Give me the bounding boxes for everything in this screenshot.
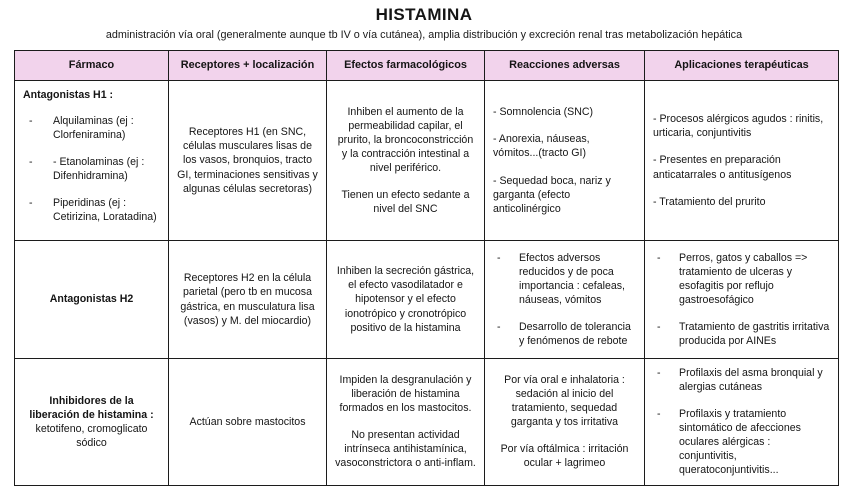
cell-text: Inhiben la secreción gástrica, el efecto vasodilatador e hipotensor y el efecto ionotrópico y cronotrópico positivo de la histamina	[336, 265, 475, 334]
cell-aplicaciones-h1	[645, 81, 839, 241]
list-item	[653, 251, 830, 307]
list-item-text: - Desarrollo de tolerancia y fenómenos de rebote	[519, 321, 631, 348]
cell-aplicaciones-inhibidores	[645, 359, 839, 486]
cell-receptores-h1	[169, 81, 327, 241]
list-item	[23, 114, 160, 142]
page-subtitle: administración vía oral (generalmente aunque tb IV o vía cutánea), amplia distribución y excreción renal tras metabolización hepática	[105, 29, 743, 41]
farmaco-h1-title: Antagonistas H1 :	[23, 89, 114, 101]
cell-text: - Presentes en preparación anticatarrales o antitusígenos	[653, 154, 792, 181]
cell-efectos-inhibidores	[327, 359, 485, 486]
histamina-table	[14, 50, 839, 486]
row-antagonistas-h2	[15, 241, 839, 359]
list-item	[23, 196, 160, 224]
list-item	[653, 320, 830, 348]
header-row	[15, 51, 839, 81]
header-farmaco: Fármaco	[15, 51, 169, 81]
cell-text: - Somnolencia (SNC)	[493, 106, 594, 119]
cell-reacciones-inhibidores	[485, 359, 645, 486]
list-item	[653, 366, 830, 394]
list-item-text: - Alquilaminas (ej : Clorfeniramina)	[53, 115, 134, 142]
cell-text: Por vía oral e inhalatoria : sedación al inicio del tratamiento, sequedad garganta y tos irritativa	[504, 374, 625, 429]
cell-text: Impiden la desgranulación y liberación de histamina formados en los mastocitos.	[339, 374, 472, 415]
cell-farmaco-h1	[15, 81, 169, 241]
cell-receptores-h2	[169, 241, 327, 359]
header-aplicaciones: Aplicaciones terapéuticas	[645, 51, 839, 81]
cell-reacciones-h2	[485, 241, 645, 359]
cell-text: - Anorexia, náuseas, vómitos...(tracto GI)	[493, 133, 590, 160]
cell-text: No presentan actividad intrínseca antihistamínica, vasoconstrictora o anti-inflam.	[335, 429, 476, 470]
cell-aplicaciones-h2	[645, 241, 839, 359]
list-item-text: - Profilaxis y tratamiento sintomático de afecciones oculares alérgicas : conjuntivitis, queratoconjuntivitis...	[679, 408, 801, 477]
list-item	[23, 155, 160, 183]
list-item-text: - Efectos adversos reducidos y de poca importancia : cefaleas, náuseas, vómitos	[519, 251, 625, 306]
header-efectos: Efectos farmacológicos	[327, 51, 485, 81]
header-receptores: Receptores + localización	[169, 51, 327, 81]
row-inhibidores-liberacion	[15, 359, 839, 486]
list-item	[653, 407, 830, 477]
farmaco-inhibidores-title: Inhibidores de la liberación de histamina :	[29, 394, 154, 421]
cell-farmaco-inhibidores	[15, 359, 169, 486]
cell-efectos-h2	[327, 241, 485, 359]
list-item	[493, 320, 636, 348]
header-reacciones: Reacciones adversas	[485, 51, 645, 81]
cell-text: - Sequedad boca, nariz y garganta (efecto anticolinérgico	[493, 174, 611, 215]
cell-text: Por vía oftálmica : irritación ocular + lagrimeo	[500, 443, 629, 470]
cell-text: Tienen un efecto sedante a nivel del SNC	[341, 189, 470, 216]
list-item-text: - Profilaxis del asma bronquial y alergias cutáneas	[679, 367, 823, 394]
page-title: HISTAMINA	[375, 5, 473, 24]
cell-text: - Procesos alérgicos agudos : rinitis, urticaria, conjuntivitis	[653, 113, 824, 140]
farmaco-inhibidores-suffix: ketotifeno, cromoglicato sódico	[35, 422, 148, 449]
list-item-text: - Piperidinas (ej : Cetirizina, Loratadina)	[53, 197, 157, 224]
list-item-text: - Tratamiento de gastritis irritativa producida por AINEs	[679, 321, 830, 348]
cell-farmaco-h2	[15, 241, 169, 359]
cell-text: Inhiben el aumento de la permeabilidad capilar, el prurito, la broncoconstricción y la contracción intestinal a nivel periférico.	[337, 105, 474, 175]
list-item	[493, 251, 636, 307]
cell-text: Receptores H2 en la célula parietal (pero tb en mucosa gástrica, en musculatura lisa (vasos) y M. del miocardio)	[180, 272, 315, 327]
cell-receptores-inhibidores	[169, 359, 327, 486]
row-antagonistas-h1	[15, 81, 839, 241]
farmaco-h2-title: Antagonistas H2	[49, 293, 134, 306]
cell-reacciones-h1	[485, 81, 645, 241]
cell-text: Receptores H1 (en SNC, células musculares lisas de los vasos, bronquios, tracto GI, terminaciones sensitivas y algunas células secretoras)	[177, 126, 318, 195]
cell-efectos-h1	[327, 81, 485, 241]
list-item-text: - - Etanolaminas (ej : Difenhidramina)	[53, 156, 145, 183]
list-item-text: - Perros, gatos y caballos => tratamiento de ulceras y esofagitis por reflujo gastroesofágico	[679, 251, 808, 306]
cell-text: - Tratamiento del prurito	[653, 195, 766, 208]
cell-text: Actúan sobre mastocitos	[189, 415, 306, 428]
